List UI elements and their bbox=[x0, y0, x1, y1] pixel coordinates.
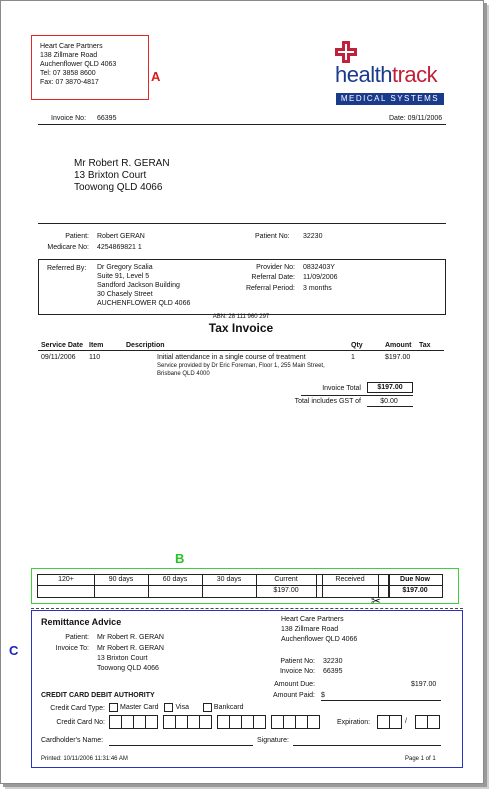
remit-amount-paid-value: $ bbox=[321, 692, 325, 699]
remit-amount-due-value: $197.00 bbox=[411, 681, 437, 688]
aging-table bbox=[37, 574, 443, 598]
printed-timestamp: Printed: 10/11/2006 11:31:46 AM bbox=[41, 756, 128, 762]
patient-label: Patient: bbox=[65, 233, 89, 240]
cut-line bbox=[31, 608, 463, 609]
cardholder-field[interactable] bbox=[109, 745, 253, 746]
remit-amount-due-label: Amount Due: bbox=[274, 681, 315, 688]
remit-patient-no-value: 32230 bbox=[323, 658, 343, 665]
col-tax: Tax bbox=[419, 342, 431, 349]
abn: ABN: 28 111 960 297 bbox=[212, 314, 270, 320]
patient-no-value: 32230 bbox=[303, 233, 323, 240]
referral-line1: Suite 91, Level 5 bbox=[97, 273, 150, 280]
medicare-value: 4254869821 1 bbox=[97, 244, 142, 251]
items-header-line bbox=[38, 350, 444, 351]
recipient-city: Toowong QLD 4066 bbox=[74, 182, 163, 193]
remit-patient-label: Patient: bbox=[65, 634, 89, 641]
mastercard-checkbox[interactable] bbox=[109, 703, 118, 712]
aging-30: 30 days bbox=[216, 576, 242, 583]
row-item: 110 bbox=[89, 354, 101, 361]
marker-a: A bbox=[151, 69, 161, 84]
row-date: 09/11/2006 bbox=[41, 354, 76, 361]
cc-no-label: Credit Card No: bbox=[56, 719, 105, 726]
company-address-box bbox=[31, 35, 149, 100]
referral-line3: 30 Chasely Street bbox=[97, 291, 153, 298]
remit-amount-paid-label: Amount Paid: bbox=[272, 692, 315, 699]
remit-invoice-to-name: Mr Robert R. GERAN bbox=[97, 645, 164, 652]
logo-subtitle: MEDICAL SYSTEMS bbox=[336, 93, 444, 105]
visa-label: Visa bbox=[175, 704, 189, 712]
expiration-label: Expiration: bbox=[337, 719, 371, 726]
marker-c: C bbox=[9, 643, 19, 658]
signature-field[interactable] bbox=[293, 745, 441, 746]
referral-date-label: Referral Date: bbox=[251, 274, 295, 281]
company-tel: Tel: 07 3858 8600 bbox=[40, 70, 96, 77]
recipient-name: Mr Robert R. GERAN bbox=[74, 158, 170, 169]
logo-brand-track: track bbox=[391, 62, 438, 87]
aging-received: Received bbox=[335, 576, 365, 583]
col-qty: Qty bbox=[351, 342, 363, 349]
cc-number-boxes[interactable] bbox=[109, 715, 349, 729]
cc-type-mastercard[interactable] bbox=[109, 704, 159, 711]
remit-patient-no-label: Patient No: bbox=[280, 658, 315, 665]
gst-label: Total includes GST of bbox=[294, 398, 361, 405]
page-number: Page 1 of 1 bbox=[405, 756, 436, 762]
row-description: Initial attendance in a single course of treatment bbox=[157, 354, 306, 361]
aging-90: 90 days bbox=[108, 576, 134, 583]
medical-cross-icon bbox=[335, 41, 357, 63]
referral-line2: Sandford Jackson Building bbox=[97, 282, 180, 289]
invoice-no-value: 66395 bbox=[97, 115, 117, 122]
provider-label: Provider No: bbox=[256, 264, 295, 271]
referral-period-label: Referral Period: bbox=[245, 285, 295, 292]
logo-brand-health: health bbox=[335, 62, 392, 87]
remit-patient-value: Mr Robert R. GERAN bbox=[97, 634, 164, 641]
cc-type-options bbox=[109, 703, 244, 712]
gst-line bbox=[367, 406, 413, 407]
cc-type-label: Credit Card Type: bbox=[50, 705, 105, 712]
recipient-divider bbox=[38, 223, 446, 224]
aging-current: Current bbox=[274, 576, 298, 583]
referral-box bbox=[38, 259, 446, 315]
aging-60: 60 days bbox=[162, 576, 188, 583]
col-description: Description bbox=[126, 342, 165, 349]
header-divider bbox=[38, 124, 446, 125]
company-address2: Auchenflower QLD 4063 bbox=[40, 61, 117, 68]
col-service-date: Service Date bbox=[41, 342, 84, 349]
company-name: Heart Care Partners bbox=[40, 43, 103, 50]
patient-no-label: Patient No: bbox=[255, 233, 290, 240]
remit-company-name: Heart Care Partners bbox=[281, 616, 344, 623]
healthtrack-logo bbox=[335, 41, 447, 107]
company-address1: 138 Zillmare Road bbox=[40, 52, 98, 59]
row-sub1: Service provided by Dr Eric Foreman, Floor 1, 255 Main Street, bbox=[157, 363, 325, 369]
cc-type-bankcard[interactable] bbox=[203, 704, 244, 711]
remit-invoice-to-city: Toowong QLD 4066 bbox=[97, 665, 159, 672]
tax-invoice-title: Tax Invoice bbox=[208, 321, 274, 335]
col-item: Item bbox=[89, 342, 104, 349]
mastercard-label: Master Card bbox=[120, 704, 159, 712]
row-amount: $197.00 bbox=[385, 354, 411, 361]
referral-doctor: Dr Gregory Scalia bbox=[97, 264, 153, 271]
expiration-boxes[interactable]: / bbox=[377, 715, 443, 729]
cardholder-label: Cardholder's Name: bbox=[41, 737, 104, 744]
invoice-total-label: Invoice Total bbox=[322, 385, 361, 392]
remit-invoice-to-street: 13 Brixton Court bbox=[97, 655, 148, 662]
bankcard-label: Bankcard bbox=[213, 704, 244, 712]
referral-period-value: 3 months bbox=[303, 285, 332, 292]
company-fax: Fax: 07 3870-4817 bbox=[40, 79, 99, 86]
aging-120: 120+ bbox=[58, 576, 74, 583]
aging-due-now-value: $197.00 bbox=[402, 587, 428, 594]
remit-invoice-to-label: Invoice To: bbox=[55, 645, 89, 652]
invoice-total-value: $197.00 bbox=[367, 382, 413, 393]
remit-invoice-no-label: Invoice No: bbox=[279, 668, 315, 675]
medicare-label: Medicare No: bbox=[47, 244, 89, 251]
referred-by-label: Referred By: bbox=[47, 265, 87, 272]
cc-type-visa[interactable] bbox=[164, 704, 189, 711]
row-sub2: Brisbane QLD 4000 bbox=[157, 371, 210, 377]
referral-date-value: 11/09/2006 bbox=[303, 274, 338, 281]
remit-company-addr1: 138 Zillmare Road bbox=[281, 626, 339, 633]
referral-line4: AUCHENFLOWER QLD 4066 bbox=[97, 300, 191, 307]
aging-due-now: Due Now bbox=[400, 576, 430, 583]
gst-value: $0.00 bbox=[380, 398, 398, 405]
remit-amount-paid-field[interactable] bbox=[321, 691, 441, 701]
invoice-total-line bbox=[301, 395, 413, 396]
aging-current-value: $197.00 bbox=[273, 587, 299, 594]
invoice-no-label: Invoice No: bbox=[51, 115, 87, 122]
recipient-street: 13 Brixton Court bbox=[74, 170, 147, 181]
marker-b: B bbox=[175, 551, 185, 566]
col-amount: Amount bbox=[385, 342, 412, 349]
cc-authority-title: CREDIT CARD DEBIT AUTHORITY bbox=[41, 692, 155, 699]
remit-invoice-no-value: 66395 bbox=[323, 668, 343, 675]
remit-company-addr2: Auchenflower QLD 4066 bbox=[281, 636, 358, 643]
signature-label: Signature: bbox=[257, 737, 289, 744]
scissors-icon: ✂ bbox=[371, 594, 382, 608]
provider-value: 0832403Y bbox=[303, 264, 335, 271]
bankcard-checkbox[interactable] bbox=[203, 703, 212, 712]
visa-checkbox[interactable] bbox=[164, 703, 173, 712]
row-qty: 1 bbox=[351, 354, 355, 361]
remittance-title: Remittance Advice bbox=[41, 617, 122, 627]
invoice-date: Date: 09/11/2006 bbox=[389, 115, 443, 122]
patient-value: Robert GERAN bbox=[97, 233, 145, 240]
